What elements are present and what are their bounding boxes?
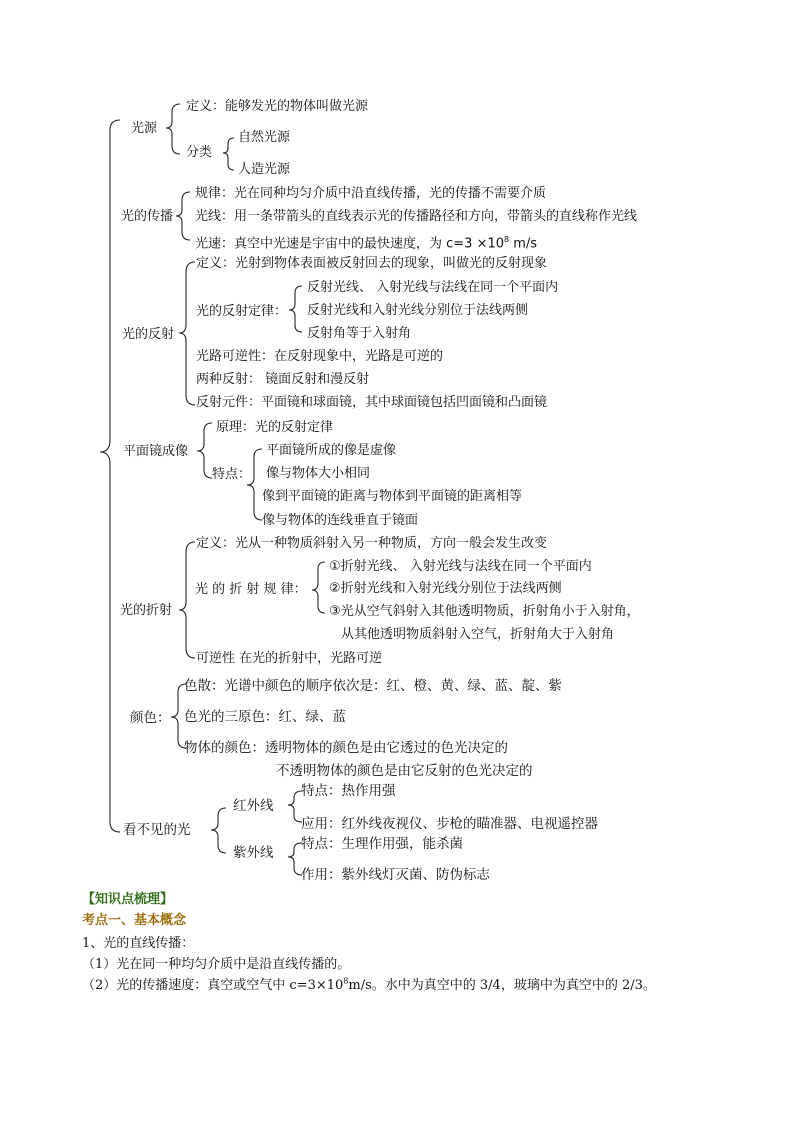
- refraction-law-3: ③光从空气斜射入其他透明物质，折射角小于入射角，: [329, 604, 640, 619]
- refraction-law-label: 光 的 折 射 规 律：: [195, 582, 307, 597]
- color-object-1: 物体的颜色：透明物体的颜色是由它透过的色光决定的: [184, 740, 508, 756]
- item-1: 1、光的直线传播：: [82, 936, 195, 951]
- classification-brace: [223, 138, 234, 170]
- propagation-rule: 规律：光在同种均匀介质中沿直线传播，光的传播不需要介质: [195, 186, 547, 201]
- reflection-element: 反射元件：平面镜和球面镜，其中球面镜包括凹面镜和凸面镜: [196, 395, 548, 410]
- refraction-law-2: ②折射光线和入射光线分别位于法线两侧: [329, 581, 562, 596]
- refraction-brace: [179, 542, 195, 658]
- artificial-light-source: 人造光源: [238, 162, 291, 177]
- refraction-reversibility: 可逆性 在光的折射中，光路可逆: [196, 651, 383, 666]
- reflection-title: 光的反射: [122, 327, 175, 342]
- refraction-definition: 定义：光从一种物质斜射入另一种物质，方向一般会发生改变: [196, 536, 548, 551]
- propagation-title: 光的传播: [121, 209, 174, 224]
- propagation-brace: [176, 192, 190, 240]
- knowledge-heading: 【知识点梳理】: [82, 892, 174, 907]
- propagation-ray: 光线：用一条带箭头的直线表示光的传播路径和方向，带箭头的直线称作光线: [195, 209, 638, 224]
- infrared-brace: [288, 791, 302, 822]
- infrared-label: 红外线: [233, 798, 274, 814]
- reflection-law-label: 光的反射定律：: [196, 304, 288, 319]
- plane-mirror-feature-3: 像到平面镜的距离与物体到平面镜的距离相等: [262, 489, 523, 504]
- color-object-2: 不透明物体的颜色是由它反射的色光决定的: [276, 763, 533, 779]
- features-brace: [247, 449, 262, 520]
- reflection-law-3: 反射角等于入射角: [307, 326, 412, 341]
- reflection-two-kinds: 两种反射： 镜面反射和漫反射: [196, 372, 370, 387]
- reflection-definition: 定义：光射到物体表面被反射回去的现象，叫做光的反射现象: [196, 256, 548, 271]
- refraction-law-brace: [312, 562, 325, 613]
- plane-mirror-features-label: 特点：: [212, 467, 252, 482]
- invisible-title: 看不见的光: [123, 822, 191, 838]
- refraction-law-4: 从其他透明物质斜射入空气，折射角大于入射角: [341, 627, 615, 642]
- color-dispersion: 色散：光谱中颜色的顺序依次是：红、橙、黄、绿、蓝、靛、紫: [184, 678, 562, 694]
- color-title: 颜色：: [130, 710, 171, 726]
- natural-light-source: 自然光源: [238, 130, 291, 145]
- infrared-use: 应用：红外线夜视仪、步枪的瞄准器、电视遥控器: [301, 816, 598, 832]
- refraction-law-1: ①折射光线、 入射光线与法线在同一个平面内: [329, 559, 592, 574]
- light-source-definition: 定义：能够发光的物体叫做光源: [186, 99, 369, 114]
- reflection-law-2: 反射光线和入射光线分别位于法线两侧: [307, 303, 529, 318]
- plane-mirror-principle: 原理：光的反射定律: [216, 420, 334, 435]
- reflection-law-1: 反射光线、 入射光线与法线在同一个平面内: [307, 280, 559, 295]
- invisible-brace: [211, 808, 226, 853]
- color-primary: 色光的三原色：红、绿、蓝: [184, 709, 346, 725]
- light-source-title: 光源: [131, 121, 158, 136]
- light-source-brace: [166, 104, 180, 154]
- plane-mirror-title: 平面镜成像: [123, 444, 189, 459]
- plane-mirror-feature-4: 像与物体的连线垂直于镜面: [262, 513, 419, 528]
- reflection-law-brace: [289, 286, 302, 332]
- refraction-title: 光的折射: [120, 603, 173, 618]
- main-brace: [100, 120, 120, 832]
- ultraviolet-brace: [288, 843, 302, 875]
- item-1-2: （2）光的传播速度：真空或空气中 $c=3\times 10^8m/s$。水中为真空中的 3/4，玻璃中为真空中的 2/3。: [82, 976, 656, 993]
- ultraviolet-label: 紫外线: [233, 845, 274, 861]
- item-1-1: （1）光在同一种均匀介质中是沿直线传播的。: [82, 957, 351, 972]
- classification-label: 分类: [186, 145, 213, 160]
- propagation-speed: 光速：真空中光速是宇宙中的最快速度，为 $c=3 \times 10^8$ m/s: [195, 235, 538, 252]
- ultraviolet-feature: 特点：生理作用强，能杀菌: [301, 836, 463, 852]
- plane-mirror-feature-2: 像与物体大小相同: [266, 466, 371, 481]
- reflection-reversibility: 光路可逆性：在反射现象中，光路是可逆的: [196, 349, 444, 364]
- plane-mirror-feature-1: 平面镜所成的像是虚像: [266, 443, 397, 458]
- reflection-brace: [179, 262, 195, 405]
- plane-mirror-brace: [197, 423, 212, 478]
- point-title: 考点一、基本概念: [82, 913, 187, 928]
- ultraviolet-use: 作用：紫外线灯灭菌、防伪标志: [301, 867, 490, 883]
- infrared-feature: 特点：热作用强: [301, 783, 396, 799]
